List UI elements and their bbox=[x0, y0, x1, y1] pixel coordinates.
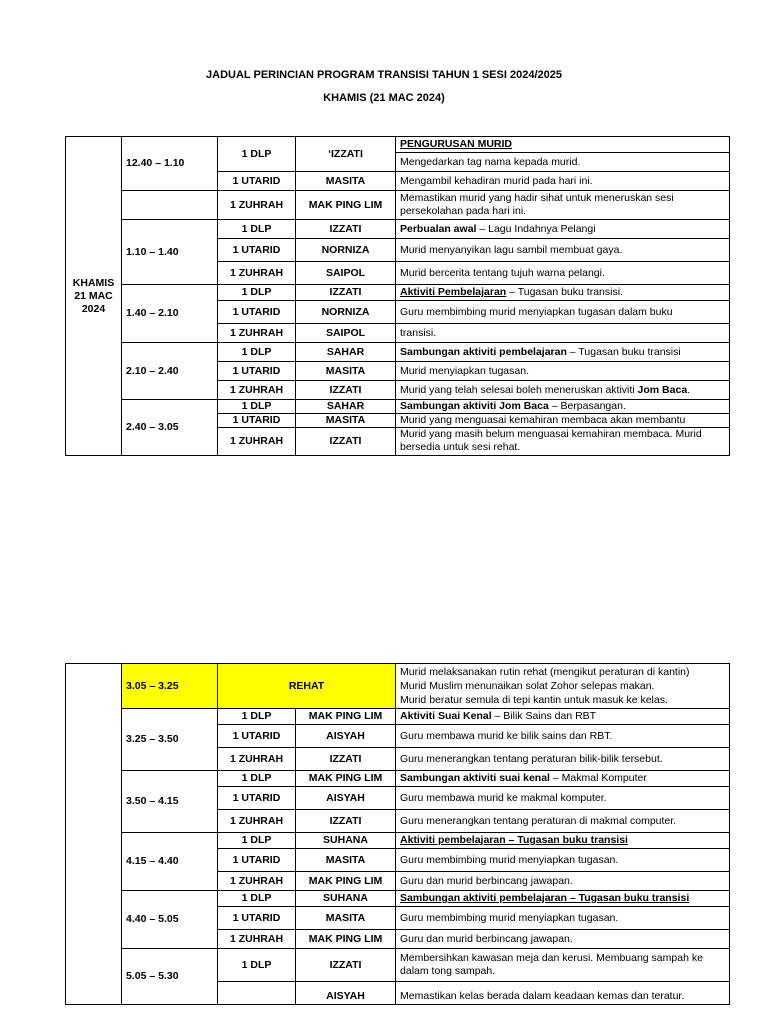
class-cell: 1 UTARID bbox=[218, 907, 296, 930]
class-cell: 1 DLP bbox=[218, 833, 296, 849]
activity-heading: Aktiviti Suai Kenal bbox=[400, 710, 492, 722]
table-row bbox=[66, 709, 730, 725]
activity-heading: Sambungan aktiviti Jom Baca bbox=[400, 400, 549, 412]
teacher-cell: SAIPOL bbox=[296, 262, 396, 285]
activity-cell: Mengedarkan tag nama kepada murid. bbox=[396, 153, 730, 172]
time-slot: 3.50 – 4.15 bbox=[122, 771, 218, 833]
teacher-cell: ‘IZZATI bbox=[296, 137, 396, 172]
activity-text: . bbox=[687, 383, 691, 396]
table-row bbox=[66, 220, 730, 239]
activity-cell: Guru membimbing murid menyiapkan tugasan dalam buku bbox=[396, 301, 730, 324]
time-slot: 3.05 – 3.25 bbox=[122, 664, 218, 709]
teacher-cell: IZZATI bbox=[296, 381, 396, 400]
activity-cell: Guru menerangkan tentang peraturan di makmal computer. bbox=[396, 810, 730, 833]
table-row bbox=[66, 833, 730, 849]
time-slot-spacer bbox=[122, 191, 218, 220]
table-row bbox=[66, 400, 730, 414]
time-slot: 1.40 – 2.10 bbox=[122, 285, 218, 343]
teacher-cell: IZZATI bbox=[296, 428, 396, 456]
activity-text: Murid melaksanakan rutin rehat (mengikut peraturan di kantin) bbox=[400, 666, 690, 678]
activity-cell bbox=[396, 343, 730, 362]
teacher-cell: AISYAH bbox=[296, 982, 396, 1005]
activity-cell bbox=[396, 891, 730, 907]
activity-cell bbox=[396, 220, 730, 239]
teacher-cell: IZZATI bbox=[296, 285, 396, 301]
class-cell: 1 DLP bbox=[218, 137, 296, 172]
teacher-cell: MAK PING LIM bbox=[296, 191, 396, 220]
class-cell: 1 DLP bbox=[218, 285, 296, 301]
document-subtitle: KHAMIS (21 MAC 2024) bbox=[323, 92, 445, 104]
class-cell: 1 ZUHRAH bbox=[218, 810, 296, 833]
activity-text: – Tugasan buku transisi. bbox=[506, 286, 623, 298]
activity-heading: Aktiviti Pembelajaran bbox=[400, 286, 507, 298]
activity-cell bbox=[396, 664, 730, 709]
activity-cell: Guru dan murid berbincang jawapan. bbox=[396, 872, 730, 891]
teacher-cell: SUHANA bbox=[296, 833, 396, 849]
table-row bbox=[66, 664, 730, 709]
class-cell: 1 UTARID bbox=[218, 301, 296, 324]
schedule-table-2 bbox=[65, 663, 730, 1005]
activity-heading: PENGURUSAN MURID bbox=[400, 138, 513, 150]
teacher-cell: IZZATI bbox=[296, 810, 396, 833]
teacher-cell: SAHAR bbox=[296, 343, 396, 362]
activity-text: – Bilik Sains dan RBT bbox=[491, 710, 597, 722]
class-cell: 1 ZUHRAH bbox=[218, 324, 296, 343]
class-cell: 1 DLP bbox=[218, 343, 296, 362]
class-cell: 1 UTARID bbox=[218, 362, 296, 381]
activity-text: – Tugasan buku transisi bbox=[566, 345, 681, 358]
activity-heading: Sambungan aktiviti pembelajaran – Tugasan buku transisi bbox=[400, 892, 690, 904]
class-cell: 1 ZUHRAH bbox=[218, 381, 296, 400]
activity-cell: Murid menyiapkan tugasan. bbox=[396, 362, 730, 381]
activity-heading: Sambungan aktiviti pembelajaran bbox=[400, 345, 567, 358]
day-year: 2024 bbox=[81, 302, 106, 315]
teacher-cell: NORNIZA bbox=[296, 239, 396, 262]
time-slot: 4.40 – 5.05 bbox=[122, 891, 218, 949]
time-slot: 4.15 – 4.40 bbox=[122, 833, 218, 891]
class-cell: 1 DLP bbox=[218, 771, 296, 787]
day-cell bbox=[66, 664, 122, 1005]
class-cell bbox=[218, 982, 296, 1005]
teacher-cell: MASITA bbox=[296, 362, 396, 381]
activity-cell: transisi. bbox=[396, 324, 730, 343]
activity-heading: Sambungan aktiviti suai kenal bbox=[400, 772, 550, 784]
activity-cell: Guru membimbing murid menyiapkan tugasan. bbox=[396, 849, 730, 872]
teacher-cell: SUHANA bbox=[296, 891, 396, 907]
class-cell: 1 DLP bbox=[218, 400, 296, 414]
activity-text: Murid Muslim menunaikan solat Zohor selepas makan. bbox=[400, 680, 655, 692]
schedule-table-1 bbox=[65, 136, 730, 456]
activity-cell: Guru membawa murid ke makmal komputer. bbox=[396, 787, 730, 810]
activity-cell: Guru dan murid berbincang jawapan. bbox=[396, 930, 730, 949]
class-cell: 1 UTARID bbox=[218, 414, 296, 428]
class-cell: 1 ZUHRAH bbox=[218, 748, 296, 771]
table-row bbox=[66, 285, 730, 301]
class-cell: 1 DLP bbox=[218, 220, 296, 239]
teacher-cell: IZZATI bbox=[296, 748, 396, 771]
table-row bbox=[66, 891, 730, 907]
class-cell: 1 UTARID bbox=[218, 849, 296, 872]
class-cell: 1 ZUHRAH bbox=[218, 262, 296, 285]
teacher-cell: AISYAH bbox=[296, 725, 396, 748]
teacher-cell: SAIPOL bbox=[296, 324, 396, 343]
document-title: JADUAL PERINCIAN PROGRAM TRANSISI TAHUN 1 SESI 2024/2025 bbox=[206, 69, 562, 81]
teacher-cell: MAK PING LIM bbox=[296, 709, 396, 725]
class-cell: 1 ZUHRAH bbox=[218, 930, 296, 949]
day-name: KHAMIS bbox=[72, 276, 115, 289]
teacher-cell: NORNIZA bbox=[296, 301, 396, 324]
table-row bbox=[66, 949, 730, 982]
table-row bbox=[66, 191, 730, 220]
activity-cell: Membersihkan kawasan meja dan kerusi. Membuang sampah ke dalam tong sampah. bbox=[396, 949, 730, 982]
activity-text: – Makmal Komputer bbox=[549, 772, 647, 784]
class-cell: 1 UTARID bbox=[218, 725, 296, 748]
activity-cell: Murid yang menguasai kemahiran membaca akan membantu bbox=[396, 414, 730, 428]
activity-cell: Murid bercerita tentang tujuh warna pelangi. bbox=[396, 262, 730, 285]
time-slot: 1.10 – 1.40 bbox=[122, 220, 218, 285]
activity-cell bbox=[396, 285, 730, 301]
activity-cell: Guru menerangkan tentang peraturan bilik-bilik tersebut. bbox=[396, 748, 730, 771]
class-cell: 1 ZUHRAH bbox=[218, 872, 296, 891]
teacher-cell: MASITA bbox=[296, 849, 396, 872]
activity-cell bbox=[396, 771, 730, 787]
activity-cell bbox=[396, 400, 730, 414]
activity-cell: Murid yang masih belum menguasai kemahiran membaca. Murid bersedia untuk sesi rehat. bbox=[396, 428, 730, 456]
class-cell: 1 UTARID bbox=[218, 172, 296, 191]
class-cell: 1 DLP bbox=[218, 709, 296, 725]
table-row bbox=[66, 771, 730, 787]
teacher-cell: IZZATI bbox=[296, 220, 396, 239]
teacher-cell: AISYAH bbox=[296, 787, 396, 810]
table-row bbox=[66, 343, 730, 362]
class-cell: 1 UTARID bbox=[218, 239, 296, 262]
activity-cell bbox=[396, 833, 730, 849]
activity-text: Murid beratur semula di tepi kantin untuk masuk ke kelas. bbox=[400, 694, 668, 706]
activity-cell: Mengambil kehadiran murid pada hari ini. bbox=[396, 172, 730, 191]
activity-cell: Memastikan kelas berada dalam keadaan kemas dan teratur. bbox=[396, 982, 730, 1005]
teacher-cell: MASITA bbox=[296, 172, 396, 191]
time-slot: 5.05 – 5.30 bbox=[122, 949, 218, 1005]
activity-cell: Murid menyanyikan lagu sambil membuat gaya. bbox=[396, 239, 730, 262]
class-cell: 1 UTARID bbox=[218, 787, 296, 810]
teacher-cell: MAK PING LIM bbox=[296, 771, 396, 787]
activity-cell bbox=[396, 137, 730, 153]
activity-heading: Perbualan awal bbox=[400, 222, 477, 235]
activity-text: Murid yang telah selesai boleh meneruskan aktiviti bbox=[400, 383, 638, 396]
class-cell: 1 DLP bbox=[218, 949, 296, 982]
time-slot: 2.40 – 3.05 bbox=[122, 400, 218, 456]
teacher-cell: MASITA bbox=[296, 414, 396, 428]
activity-emphasis: Jom Baca bbox=[637, 383, 688, 396]
activity-cell: Guru membawa murid ke bilik sains dan RBT. bbox=[396, 725, 730, 748]
time-slot: 2.10 – 2.40 bbox=[122, 343, 218, 400]
class-cell: 1 ZUHRAH bbox=[218, 191, 296, 220]
activity-cell bbox=[396, 709, 730, 725]
teacher-cell: IZZATI bbox=[296, 949, 396, 982]
activity-text: – Berpasangan. bbox=[548, 400, 626, 412]
activity-cell: Memastikan murid yang hadir sihat untuk meneruskan sesi persekolahan pada hari ini. bbox=[396, 191, 730, 220]
activity-cell: Guru membimbing murid menyiapkan tugasan. bbox=[396, 907, 730, 930]
day-date: 21 MAC bbox=[74, 289, 113, 302]
class-cell: 1 ZUHRAH bbox=[218, 428, 296, 456]
time-slot: 12.40 – 1.10 bbox=[122, 137, 218, 191]
rehat-cell: REHAT bbox=[218, 664, 396, 709]
teacher-cell: SAHAR bbox=[296, 400, 396, 414]
teacher-cell: MASITA bbox=[296, 907, 396, 930]
activity-text: – Lagu Indahnya Pelangi bbox=[476, 222, 596, 235]
time-slot: 3.25 – 3.50 bbox=[122, 709, 218, 771]
table-row bbox=[66, 137, 730, 153]
class-cell: 1 DLP bbox=[218, 891, 296, 907]
activity-heading: Aktiviti pembelajaran – Tugasan buku transisi bbox=[400, 834, 628, 846]
activity-cell bbox=[396, 381, 730, 400]
day-cell bbox=[66, 137, 122, 456]
teacher-cell: MAK PING LIM bbox=[296, 930, 396, 949]
teacher-cell: MAK PING LIM bbox=[296, 872, 396, 891]
